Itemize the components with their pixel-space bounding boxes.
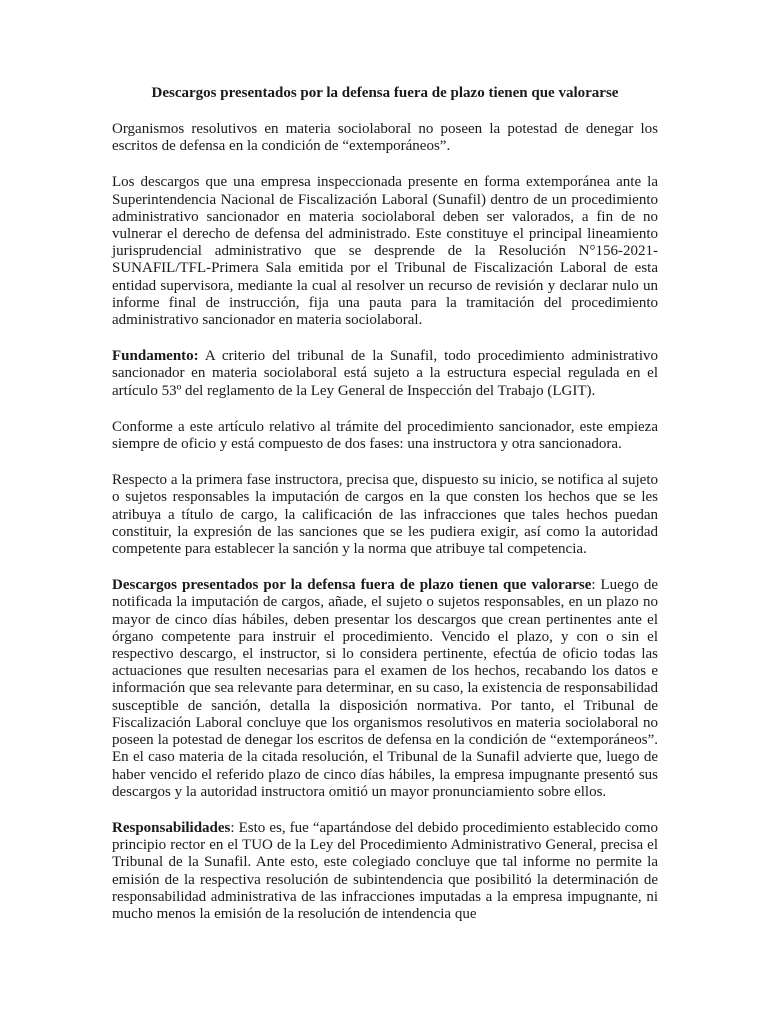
paragraph-fundamento [112,348,658,400]
paragraph-text: A criterio del tribunal de la Sunafil, todo procedimiento administrativo sancionador en materia sociolaboral está sujeto a la estructura especial regulada en el artículo 53º del reglamento de la Ley General de Inspección del Trabajo (LGIT). [112,348,658,399]
paragraph-intro [112,174,658,329]
paragraph-text: : Luego de notificada la imputación de cargos, añade, el sujeto o sujetos responsables, en un plazo no mayor de cinco días hábiles, deben presentar los descargos que crean pertinentes ante el órgano competente para instruir el procedimiento. Vencido el plazo, y con o sin el respectivo descargo, el instructor, si lo considera pertinente, efectúa de oficio todas las actuaciones que resulten necesarias para el examen de los hechos, recabando los datos e información que sea relevante para determinar, en su caso, la existencia de responsabilidad susceptible de sanción, detalla la disposición normativa. Por tanto, el Tribunal de Fiscalización Laboral concluye que los organismos resolutivos en materia sociolaboral no poseen la potestad de denegar los escritos de defensa en la condición de “extemporáneos”. En el caso materia de la citada resolución, el Tribunal de la Sunafil advierte que, luego de haber vencido el referido plazo de cinco días hábiles, la empresa impugnante presentó sus descargos y la autoridad instructora omitió un mayor pronunciamiento sobre ellos. [112,577,658,800]
paragraph-text: Organismos resolutivos en materia sociolaboral no poseen la potestad de denegar los escritos de defensa en la condición de “extemporáneos”. [112,121,658,155]
paragraph-text: Conforme a este artículo relativo al trámite del procedimiento sancionador, este empieza siempre de oficio y está compuesto de dos fases: una instructora y otra sancionadora. [112,418,658,453]
paragraph-text: Los descargos que una empresa inspeccionada presente en forma extemporánea ante la Superintendencia Nacional de Fiscalización Laboral (Sunafil) dentro de un procedimiento administrativo sancionador en materia sociolaboral deben ser valorados, a fin de no vulnerar el derecho de defensa del administrado. Este constituye el principal lineamiento jurisprudencial administrativo que se desprende de la Resolución N°156-2021-SUNAFIL/TFL-Primera Sala emitida por el Tribunal de Fiscalización Laboral de esta entidad supervisora, mediante la cual al resolver un recurso de revisión y declarar nulo un informe final de instrucción, fija una pauta para la tramitación del procedimiento administrativo sancionador en materia sociolaboral. [112,174,658,329]
paragraph-lead: Fundamento: [112,348,199,365]
paragraph-summary [112,121,658,155]
paragraph-descargos [112,577,658,801]
paragraph-text: : Esto es, fue “apartándose del debido procedimiento establecido como principio rector en el TUO de la Ley del Procedimiento Administrativo General, precisa el Tribunal de la Sunafil. Ante esto, este colegiado concluye que tal informe no permite la emisión de la respectiva resolución de subintendencia que posibilitó la determinación de responsabilidad administrativa de las infracciones imputadas a la empresa impugnante, ni mucho menos la emisión de la resolución de intendencia que [112,819,658,922]
paragraph-fase-instructora [112,472,658,558]
paragraph-responsabilidades [112,820,658,923]
document-page [112,84,658,942]
paragraph-lead: Responsabilidades [112,819,231,836]
paragraph-articulo [112,419,658,453]
paragraph-text: Respecto a la primera fase instructora, precisa que, dispuesto su inicio, se notifica al sujeto o sujetos responsables la imputación de cargos en la que consten los hechos que se les atribuya a título de cargo, la calificación de las infracciones que tales hechos puedan constituir, la expresión de las sanciones que se les pudiera exigir, así como la autoridad competente para establecer la sanción y la norma que atribuye tal competencia. [112,472,658,558]
document-title: Descargos presentados por la defensa fuera de plazo tienen que valorarse [151,85,619,101]
paragraph-lead: Descargos presentados por la defensa fuera de plazo tienen que valorarse [112,577,592,594]
